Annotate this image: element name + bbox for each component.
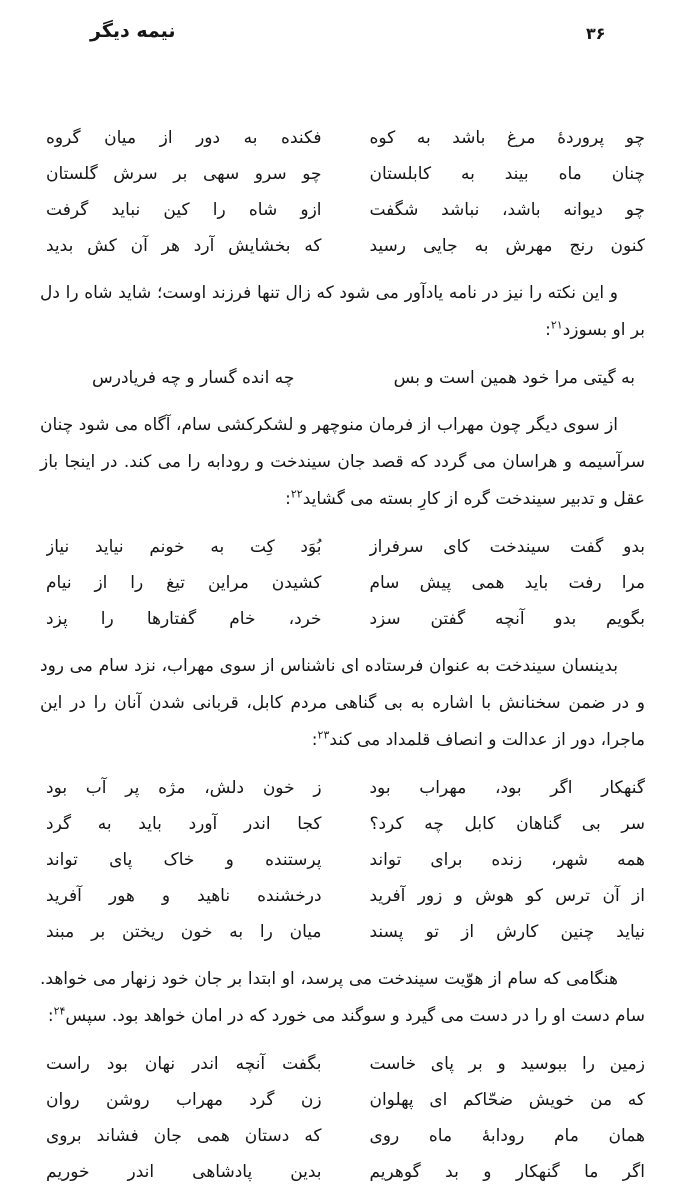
journal-title: نیمه دیگر <box>90 20 176 42</box>
couplet <box>40 156 645 192</box>
hemistich-right: چو دیوانه باشد، نباشد شگفت <box>369 200 645 220</box>
poem-block-2 <box>40 529 645 637</box>
poem-single-couplet <box>40 360 645 396</box>
hemistich-right: گنهکار اگر بود، مهراب بود <box>369 778 645 798</box>
couplet <box>40 228 645 264</box>
hemistich-right: به گیتی مرا خود همین است و بس <box>393 368 635 388</box>
hemistich-left: که بخشایش آرد هر آن کش بدید <box>46 236 322 256</box>
hemistich-left: ز خون دلش، مژه پر آب بود <box>46 778 322 798</box>
footnote-ref-23: ۲۳ <box>317 728 330 742</box>
couplet <box>40 1154 645 1190</box>
hemistich-right: چو پروردهٔ مرغ باشد به کوه <box>369 128 645 148</box>
prose-colon: : <box>47 1006 54 1026</box>
couplet <box>40 806 645 842</box>
prose-paragraph-1 <box>40 275 645 349</box>
couplet <box>40 565 645 601</box>
hemistich-right: از آن ترس کو هوش و زور آفرید <box>369 886 645 906</box>
hemistich-right: زمین را ببوسید و بر پای خاست <box>369 1054 645 1074</box>
couplet <box>40 1082 645 1118</box>
hemistich-left: فکنده به دور از میان گروه <box>46 128 322 148</box>
poem-block-1 <box>40 120 645 264</box>
hemistich-left: بدین پادشاهی اندر خوریم <box>46 1162 322 1182</box>
prose-colon: : <box>285 489 291 509</box>
hemistich-left: که دستان همی جان فشاند بروی <box>46 1126 322 1146</box>
hemistich-left: زن گرد مهراب روشن روان <box>46 1090 322 1110</box>
hemistich-left: کجا اندر آورد باید به گرد <box>46 814 322 834</box>
poem-block-4 <box>40 1046 645 1190</box>
couplet <box>40 1046 645 1082</box>
hemistich-left: درخشنده ناهید و هور آفرید <box>46 886 322 906</box>
hemistich-left: میان را به خون ریختن بر مبند <box>46 922 322 942</box>
couplet <box>40 878 645 914</box>
hemistich-left: کشیدن مراین تیغ را از نیام <box>46 573 322 593</box>
hemistich-left: بُوَد کِت به خونم نیاید نیاز <box>46 537 322 557</box>
hemistich-right: مرا رفت باید همی پیش سام <box>369 573 645 593</box>
couplet <box>40 1118 645 1154</box>
hemistich-right: بدو گفت سیندخت کای سرفراز <box>369 537 645 557</box>
hemistich-left: چو سرو سهی بر سرش گلستان <box>46 164 322 184</box>
hemistich-right: اگر ما گنهکار و بد گوهریم <box>369 1162 645 1182</box>
couplet <box>40 120 645 156</box>
hemistich-left: پرستنده و خاک پای تواند <box>46 850 322 870</box>
hemistich-left: ازو شاه را کین نباید گرفت <box>46 200 322 220</box>
hemistich-right: چنان ماه بیند به کابلستان <box>369 164 645 184</box>
hemistich-right: نیاید چنین کارش از تو پسند <box>369 922 645 942</box>
hemistich-right: همه شهر، زنده برای تواند <box>369 850 645 870</box>
footnote-ref-24: ۲۴ <box>53 1004 66 1018</box>
prose-paragraph-3 <box>40 648 645 759</box>
page-content <box>40 22 645 1190</box>
footnote-ref-21: ۲۱ <box>550 318 563 332</box>
prose-paragraph-2 <box>40 407 645 518</box>
couplet <box>40 770 645 806</box>
footnote-ref-22: ۲۲ <box>290 487 303 501</box>
hemistich-left: بگفت آنچه اندر نهان بود راست <box>46 1054 322 1074</box>
hemistich-right: همان مام رودابهٔ ماه روی <box>369 1126 645 1146</box>
prose-text: هنگامی که سام از هوّیت سیندخت می پرسد، او ابتدا بر جان خود زنهار می خواهد. سام دست او را در دست می گیرد و سوگند می خورد که در امان خواهد بود. سپس <box>40 969 645 1026</box>
couplet <box>40 360 645 396</box>
prose-colon: : <box>311 730 318 750</box>
couplet <box>40 601 645 637</box>
hemistich-right: که من خویش ضحّاکم ای پهلوان <box>369 1090 645 1110</box>
hemistich-left: چه انده گسار و چه فریادرس <box>92 368 295 388</box>
hemistich-right: سر بی گناهان کابل چه کرد؟ <box>369 814 645 834</box>
page-number: ۳۶ <box>586 24 606 43</box>
couplet <box>40 192 645 228</box>
hemistich-left: خرد، خام گفتارها را پزد <box>46 609 322 629</box>
poem-block-3 <box>40 770 645 950</box>
couplet <box>40 529 645 565</box>
prose-text: از سوی دیگر چون مهراب از فرمان منوچهر و لشکرکشی سام، آگاه می شود چنان سرآسیمه و هراسان می گردد که قصد جان سیندخت و رودابه را می کند. در اینجا باز عقل و تدبیر سیندخت گره از کارِ بسته می گشاید <box>40 415 645 509</box>
hemistich-right: کنون رنج مهرش به جایی رسید <box>369 236 645 256</box>
couplet <box>40 914 645 950</box>
couplet <box>40 842 645 878</box>
prose-colon: : <box>545 320 551 340</box>
hemistich-right: بگویم بدو آنچه گفتن سزد <box>369 609 645 629</box>
prose-text: و این نکته را نیز در نامه یادآور می شود که زال تنها فرزند اوست؛ شاید شاه را دل بر او بسوزد <box>40 283 645 340</box>
prose-paragraph-4 <box>40 961 645 1035</box>
prose-text: بدینسان سیندخت به عنوان فرستاده ای ناشناس از سوی مهراب، نزد سام می رود و در ضمن سخنانش با اشاره به بی گناهی مردم کابل، قربانی شدن آنان را در این ماجرا، دور از عدالت و انصاف قلمداد می کند <box>40 656 645 750</box>
